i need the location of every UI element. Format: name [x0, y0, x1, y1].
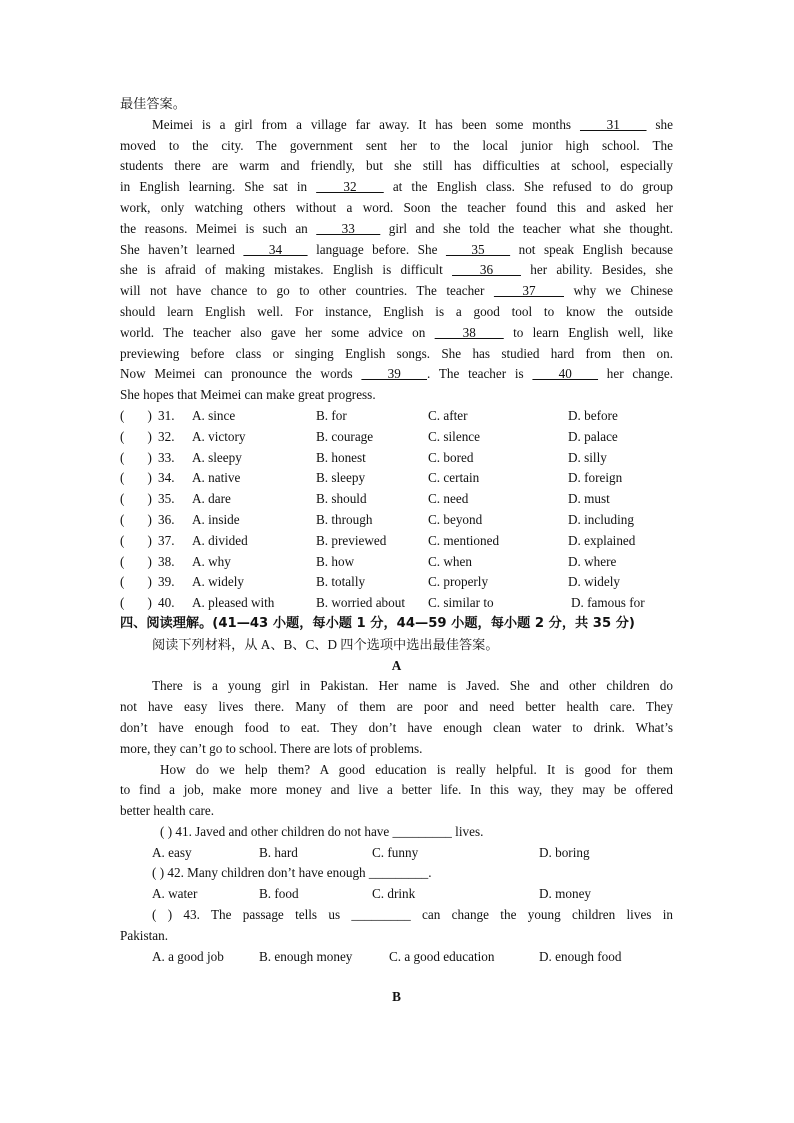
cloze-question-row: [120, 427, 673, 448]
option-d: D. where: [568, 553, 617, 569]
passage-a-line: better health care.: [120, 803, 215, 819]
cloze-text: previewing before class or singing English songs. She has studied hard from then on.: [120, 345, 673, 361]
option-c: C. mentioned: [428, 532, 500, 548]
question-number: 35.: [158, 491, 175, 507]
cloze-blank: 32: [316, 179, 384, 195]
cloze-question-row: [120, 552, 673, 573]
answer-paren: ( ): [120, 553, 152, 569]
cloze-blank: 39: [361, 366, 428, 382]
passage-a-line: more, they can’t go to school. There are lots of problems.: [120, 740, 423, 756]
option-a: A. native: [192, 470, 241, 486]
q42-option-b: B. food: [259, 886, 299, 902]
exam-page: [120, 94, 673, 1008]
section4-instruction: 阅读下列材料，从 A、B、C、D 四个选项中选出最佳答案。: [152, 636, 499, 652]
option-a: A. pleased with: [192, 595, 275, 611]
cloze-text: not speak English because: [510, 241, 674, 257]
cloze-line: [120, 260, 673, 281]
option-b: B. for: [316, 407, 347, 423]
q42-option-a: A. water: [152, 886, 198, 902]
cloze-line: [120, 115, 673, 136]
option-b: B. previewed: [316, 532, 387, 548]
option-b: B. honest: [316, 449, 366, 465]
cloze-question-row: [120, 406, 673, 427]
passage-a-label: A: [391, 657, 402, 673]
cloze-passage: [120, 115, 673, 406]
cloze-blank: 37: [493, 283, 564, 299]
option-b: B. sleepy: [316, 470, 366, 486]
cloze-line: [120, 136, 673, 157]
option-d: D. famous for: [571, 595, 645, 611]
cloze-text: why we Chinese: [564, 283, 674, 299]
option-d: D. must: [568, 491, 610, 507]
option-a: A. dare: [192, 491, 231, 507]
q41-option-d: D. boring: [539, 844, 590, 860]
passage-a-line: don’t have enough food to eat. They don’t have enough clean water to drink. What’s: [120, 719, 673, 735]
q41-option-a: A. easy: [152, 844, 192, 860]
cloze-text: at the English class. She refused to do group: [383, 179, 674, 195]
cloze-line: [120, 219, 673, 240]
question-number: 31.: [158, 407, 175, 423]
option-c: C. similar to: [428, 595, 494, 611]
option-a: A. sleepy: [192, 449, 242, 465]
q42-option-d: D. money: [539, 886, 592, 902]
cloze-text: world. The teacher also gave her some advice on: [120, 324, 435, 340]
answer-paren: ( ): [120, 407, 152, 423]
q43-text-line1: ( ) 43. The passage tells us _________ can change the young children lives in: [152, 907, 673, 923]
answer-paren: ( ): [120, 428, 152, 444]
option-c: C. need: [428, 491, 469, 507]
answer-paren: ( ): [120, 511, 152, 527]
question-number: 32.: [158, 428, 175, 444]
cloze-text: girl and she told the teacher what she thought.: [380, 220, 673, 236]
passage-a: [120, 676, 673, 822]
q42-options: [120, 884, 673, 905]
passage-a-line: to find a job, make more money and live a better life. In this way, they may be offered: [120, 782, 673, 798]
question-number: 34.: [158, 470, 175, 486]
cloze-line: [120, 281, 673, 302]
q42-text: ( ) 42. Many children don’t have enough _________.: [152, 865, 432, 881]
cloze-text: her change.: [598, 366, 674, 382]
q43-option-c: C. a good education: [389, 948, 495, 964]
option-b: B. how: [316, 553, 355, 569]
option-d: D. explained: [568, 532, 636, 548]
option-b: B. should: [316, 491, 367, 507]
cloze-text: moved to the city. The government sent her to the local junior high school. The: [120, 137, 673, 153]
option-b: B. courage: [316, 428, 374, 444]
cloze-line: [120, 385, 673, 406]
passage-a-line: How do we help them? A good education is really helpful. It is good for them: [160, 761, 673, 777]
cloze-text: Meimei is a girl from a village far away. It has been some months: [152, 116, 580, 132]
cloze-text: will not have chance to go to other countries. The teacher: [120, 283, 494, 299]
question-number: 40.: [158, 595, 175, 611]
cloze-text: She haven’t learned: [120, 241, 244, 257]
option-c: C. certain: [428, 470, 480, 486]
passage-b-label: B: [392, 989, 401, 1005]
question-number: 33.: [158, 449, 175, 465]
option-a: A. divided: [192, 532, 248, 548]
passage-a-line: not have easy lives there. Many of them are poor and need better health care. They: [120, 699, 673, 715]
answer-paren: ( ): [120, 491, 152, 507]
cloze-question-row: [120, 593, 673, 614]
option-c: C. beyond: [428, 511, 483, 527]
answer-paren: ( ): [120, 470, 152, 486]
option-d: D. palace: [568, 428, 618, 444]
question-number: 38.: [158, 553, 175, 569]
cloze-line: [120, 156, 673, 177]
cloze-text: She hopes that Meimei can make great progress.: [120, 387, 376, 403]
cloze-line: [120, 364, 673, 385]
cloze-text: to learn English well, like: [503, 324, 674, 340]
cloze-text: her ability. Besides, she: [520, 262, 673, 278]
option-c: C. when: [428, 553, 472, 569]
q41-options: [120, 843, 673, 864]
q43-text-line2: Pakistan.: [120, 927, 168, 943]
cloze-line: [120, 344, 673, 365]
q43-option-b: B. enough money: [259, 948, 353, 964]
cloze-blank: 33: [316, 220, 381, 236]
question-number: 37.: [158, 532, 175, 548]
option-c: C. properly: [428, 574, 489, 590]
q43-option-a: A. a good job: [152, 948, 224, 964]
question-number: 39.: [158, 574, 175, 590]
q41-text: ( ) 41. Javed and other children do not have _________ lives.: [160, 823, 484, 839]
answer-paren: ( ): [120, 595, 152, 611]
option-a: A. victory: [192, 428, 246, 444]
cloze-text: in English learning. She sat in: [120, 179, 317, 195]
cloze-line: [120, 177, 673, 198]
cloze-text: language before. She: [307, 241, 446, 257]
cloze-blank: 31: [579, 116, 647, 132]
q42-option-c: C. drink: [372, 886, 416, 902]
cloze-questions: [120, 406, 673, 614]
option-d: D. foreign: [568, 470, 623, 486]
cloze-text: . The teacher is: [427, 366, 533, 382]
option-a: A. since: [192, 407, 236, 423]
cloze-question-row: [120, 510, 673, 531]
cloze-blank: 35: [445, 241, 511, 257]
answer-paren: ( ): [120, 532, 152, 548]
option-d: D. widely: [568, 574, 621, 590]
cloze-question-row: [120, 468, 673, 489]
option-a: A. widely: [192, 574, 245, 590]
cloze-blank: 38: [434, 324, 504, 340]
cloze-blank: 34: [243, 241, 308, 257]
question-number: 36.: [158, 511, 175, 527]
q41-option-b: B. hard: [259, 844, 298, 860]
cloze-blank: 40: [532, 366, 599, 382]
cloze-line: [120, 323, 673, 344]
option-a: A. why: [192, 553, 231, 569]
option-b: B. through: [316, 511, 373, 527]
cloze-blank: 36: [452, 262, 521, 278]
option-a: A. inside: [192, 511, 240, 527]
cloze-question-row: [120, 489, 673, 510]
cloze-line: [120, 302, 673, 323]
cloze-question-row: [120, 572, 673, 593]
option-d: D. silly: [568, 449, 607, 465]
cloze-text: should learn English well. For instance, English is a good tool to know the outside: [120, 303, 673, 319]
option-d: D. before: [568, 407, 618, 423]
cloze-line: [120, 240, 673, 261]
option-c: C. bored: [428, 449, 474, 465]
section4-title: 四、阅读理解。(41—43 小题，每小题 1 分，44—59 小题，每小题 2 分，共 35 分): [120, 615, 635, 631]
option-d: D. including: [568, 511, 634, 527]
cloze-text: she is afraid of making mistakes. English is difficult: [120, 262, 453, 278]
option-b: B. worried about: [316, 595, 405, 611]
q43-options: [120, 947, 673, 968]
cloze-line: [120, 198, 673, 219]
cloze-question-row: [120, 531, 673, 552]
cloze-text: students there are warm and friendly, but she still has difficulties at school, especially: [120, 158, 673, 174]
option-c: C. silence: [428, 428, 481, 444]
answer-paren: ( ): [120, 574, 152, 590]
q41-option-c: C. funny: [372, 844, 419, 860]
answer-paren: ( ): [120, 449, 152, 465]
cloze-text: work, only watching others without a word. Soon the teacher found this and asked her: [120, 199, 673, 215]
cloze-question-row: [120, 448, 673, 469]
cloze-text: the reasons. Meimei is such an: [120, 220, 317, 236]
passage-a-line: There is a young girl in Pakistan. Her name is Javed. She and other children do: [152, 678, 673, 694]
option-b: B. totally: [316, 574, 366, 590]
cloze-text: Now Meimei can pronounce the words: [120, 366, 362, 382]
intro-text: 最佳答案。: [120, 96, 186, 111]
q43-option-d: D. enough food: [539, 948, 622, 964]
option-c: C. after: [428, 407, 468, 423]
cloze-text: she: [646, 116, 673, 132]
